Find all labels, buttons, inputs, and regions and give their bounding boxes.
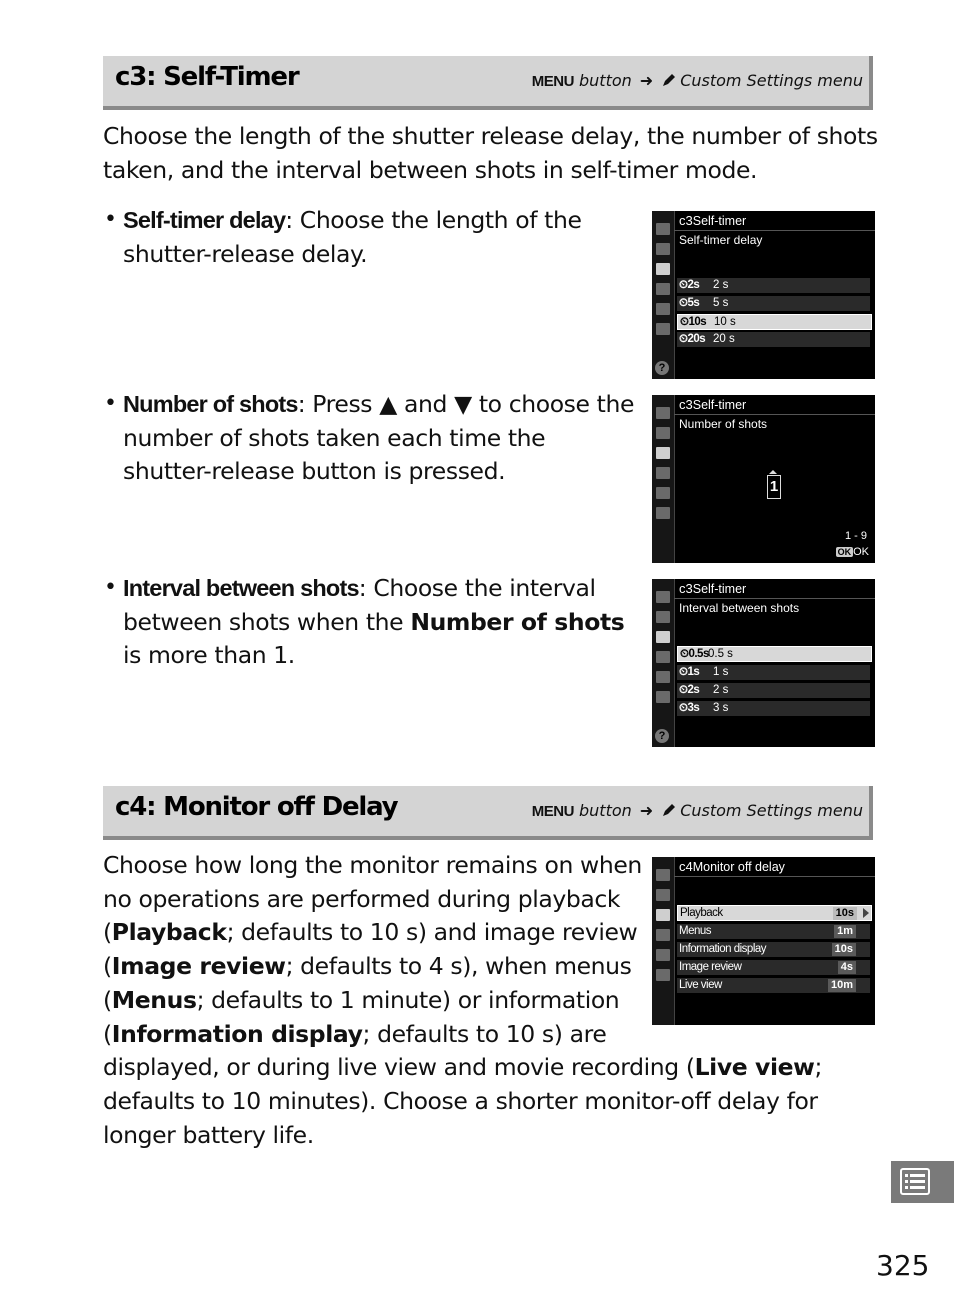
bullet-text: and	[396, 390, 455, 418]
screen-title: c3Self-timer	[679, 581, 747, 596]
option-row[interactable]: ⏲3s 3 s	[677, 701, 870, 716]
bullet-dot: •	[104, 207, 117, 232]
setting-row[interactable]: Live view 10m	[677, 978, 870, 993]
section-title: c4: Monitor off Delay	[115, 792, 398, 822]
menu-tabs	[652, 395, 675, 563]
my-menu-icon	[656, 507, 670, 519]
bullet-text: to choose the number of shots taken each time the shutter-release button is pressed.	[123, 390, 635, 486]
menu-tabs	[652, 857, 675, 1025]
down-arrow-icon: ▼	[454, 390, 472, 418]
screen-subtitle: Self-timer delay	[679, 233, 763, 247]
wrench-icon	[656, 283, 670, 295]
playback-icon	[656, 407, 670, 419]
pencil-icon	[661, 802, 677, 822]
option-row[interactable]: ⏲1s 1 s	[677, 665, 870, 680]
bullet-label: Interval between shots	[123, 575, 359, 601]
retouch-icon	[656, 487, 670, 499]
help-icon: ?	[655, 729, 669, 743]
pencil-icon	[661, 72, 677, 92]
retouch-icon	[656, 949, 670, 961]
bullet-dot: •	[104, 575, 117, 600]
custom-settings-menu-label: Custom Settings menu	[680, 71, 863, 90]
camera-icon	[656, 243, 670, 255]
range-label: 1 - 9	[844, 530, 867, 542]
setting-row[interactable]: Image review 4s	[677, 960, 870, 975]
bullet-self-timer-delay	[123, 204, 623, 271]
retouch-icon	[656, 303, 670, 315]
my-menu-icon	[656, 323, 670, 335]
custom-settings-menu-label: Custom Settings menu	[680, 801, 863, 820]
screen-subtitle: Number of shots	[679, 417, 768, 431]
arrow-icon: ➜	[639, 801, 654, 820]
bullet-dot: •	[104, 391, 117, 416]
playback-icon	[656, 591, 670, 603]
ok-button-icon: OK	[837, 547, 852, 557]
bullet-text: is more than 1.	[123, 641, 295, 670]
up-arrow-icon	[769, 470, 777, 474]
wrench-icon	[656, 651, 670, 663]
bullet-label: Number of shots	[123, 391, 298, 417]
shots-value-stepper[interactable]: 1	[767, 475, 781, 499]
my-menu-icon	[656, 969, 670, 981]
menu-list-icon	[891, 1161, 954, 1203]
option-row[interactable]: ⏲5s 5 s	[677, 296, 870, 311]
option-row-selected[interactable]: ⏲10s 10 s	[677, 314, 872, 330]
wrench-icon	[656, 929, 670, 941]
up-arrow-icon: ▲	[379, 390, 397, 418]
camera-icon	[656, 611, 670, 623]
menu-tabs	[652, 579, 675, 747]
screen-number-of-shots	[652, 395, 875, 563]
arrow-icon: ➜	[639, 71, 654, 90]
bullet-number-of-shots	[123, 388, 638, 489]
section-header-c4	[103, 786, 873, 840]
pencil-icon	[656, 447, 670, 459]
menu-tabs	[652, 211, 675, 379]
section-header-c3	[103, 56, 873, 110]
screen-self-timer-delay	[652, 211, 875, 379]
option-row[interactable]: ⏲2s 2 s	[677, 278, 870, 293]
menu-button-label: MENU	[531, 803, 574, 820]
bullet-text: : Choose the length of the shutter-release delay.	[123, 206, 582, 268]
playback-icon	[656, 223, 670, 235]
bullet-label: Self-timer delay	[123, 207, 286, 233]
bullet-text: : Press	[297, 390, 380, 418]
retouch-icon	[656, 671, 670, 683]
wrench-icon	[656, 467, 670, 479]
my-menu-icon	[656, 691, 670, 703]
menu-path	[532, 71, 863, 92]
option-row[interactable]: ⏲20s 20 s	[677, 332, 870, 347]
pencil-icon	[656, 909, 670, 921]
playback-icon	[656, 869, 670, 881]
camera-icon	[656, 889, 670, 901]
c4-description: Choose how long the monitor remains on when no operations are performed during playback (Playback; defaults to 10 s) and image review (Image review; defaults to 4 s), when menus (Menus; defaults to 1 minute) or information (Information display; defaults to 10 s) are displayed, or during live view and movie recording (Live view; defaults to 10 minutes). Choose a shorter monitor-off delay for longer battery life.	[103, 851, 823, 1149]
screen-interval-between-shots	[652, 579, 875, 747]
page-number: 325	[876, 1249, 930, 1282]
screen-subtitle: Interval between shots	[679, 601, 800, 615]
bullet-text: : Choose the interval between shots when the	[123, 574, 596, 636]
section-title: c3: Self-Timer	[115, 62, 299, 92]
screen-title: c3Self-timer	[679, 213, 747, 228]
camera-icon	[656, 427, 670, 439]
pencil-icon	[656, 631, 670, 643]
screen-title: c4Monitor off delay	[679, 859, 785, 874]
bullet-interval-between-shots	[123, 572, 638, 673]
help-icon: ?	[655, 361, 669, 375]
pencil-icon	[656, 263, 670, 275]
ok-indicator: OK OK	[837, 546, 869, 558]
c3-intro: Choose the length of the shutter release delay, the number of shots taken, and the interval between shots in self-timer mode.	[103, 122, 878, 184]
option-row[interactable]: ⏲2s 2 s	[677, 683, 870, 698]
setting-row[interactable]: Menus 1m	[677, 924, 870, 939]
screen-title: c3Self-timer	[679, 397, 747, 412]
screen-monitor-off-delay	[652, 857, 875, 1025]
bullet-bold: Number of shots	[410, 607, 625, 636]
menu-button-label: MENU	[531, 73, 574, 90]
button-word: button	[579, 801, 632, 820]
chevron-right-icon	[863, 908, 869, 918]
setting-row-selected[interactable]: Playback 10s	[677, 905, 872, 921]
button-word: button	[579, 71, 632, 90]
menu-guide-tab[interactable]	[891, 1161, 954, 1203]
option-row-selected[interactable]: ⏲0.5s 0.5 s	[677, 646, 872, 662]
menu-path	[532, 801, 863, 822]
setting-row[interactable]: Information display 10s	[677, 942, 870, 957]
